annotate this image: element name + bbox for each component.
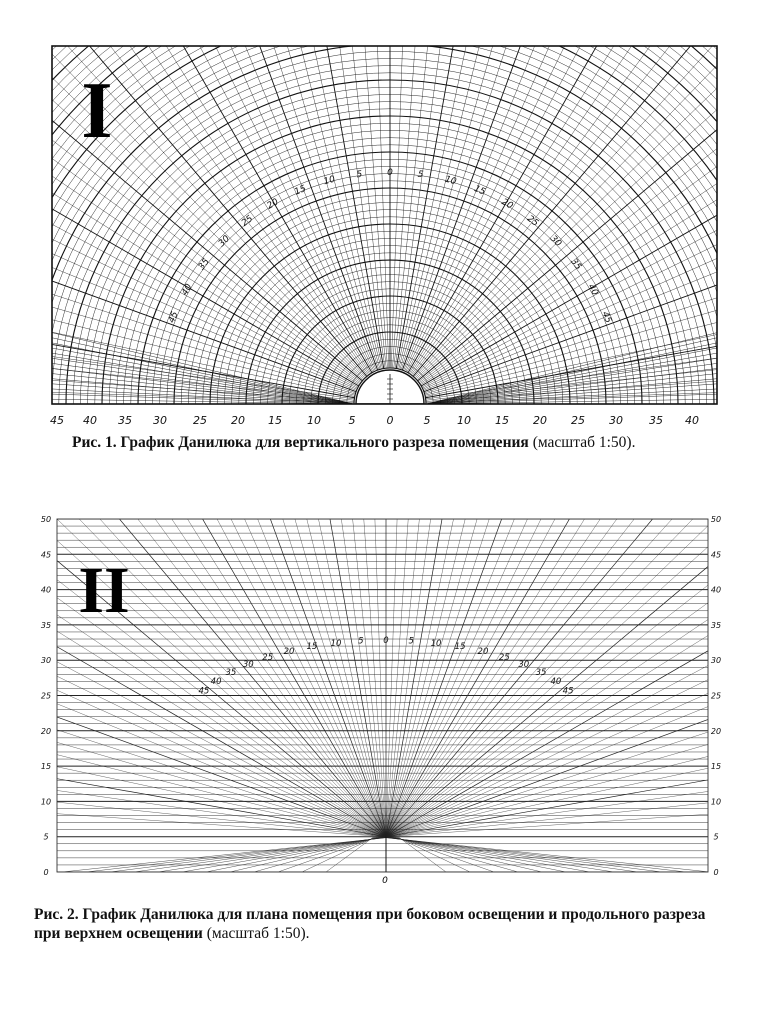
scale-tick-label: 20: [231, 414, 245, 427]
arc-angle-label: 10: [443, 174, 458, 188]
arc-angle-label: 5: [417, 169, 425, 181]
arc-angle-label: 40: [180, 282, 195, 298]
ray-angle-label: 40: [210, 676, 222, 687]
scale-tick-label: 40: [685, 414, 699, 427]
arc-angle-label: 30: [547, 233, 564, 250]
arc-angle-label: 15: [472, 184, 487, 198]
scale-tick-label: 35: [118, 414, 132, 427]
right-scale-label: 5: [713, 832, 719, 842]
right-scale-label: 40: [710, 585, 722, 595]
ray-angle-label: 40: [550, 676, 562, 687]
right-scale-label: 25: [710, 691, 722, 701]
arc-angle-label: 30: [216, 233, 233, 250]
left-scale-label: 0: [43, 868, 49, 877]
ray-angle-label: 15: [306, 642, 318, 653]
caption-scale: (масштаб 1:50).: [528, 434, 636, 451]
arc-angle-label: 45: [599, 310, 613, 325]
left-scale-label: 30: [40, 656, 52, 666]
scale-tick-label: 15: [268, 414, 282, 427]
caption-title: Рис. 1. График Данилюка для вертикального разреза помещения: [72, 434, 529, 451]
right-scale-label: 30: [710, 656, 722, 666]
left-scale-label: 15: [40, 762, 52, 772]
figure-1-caption: [72, 433, 752, 452]
bottom-zero-label: 0: [382, 876, 388, 886]
left-scale-label: 25: [40, 691, 52, 701]
scale-tick-label: 40: [83, 414, 97, 427]
right-scale-label: 0: [713, 868, 719, 877]
arc-angle-label: 35: [196, 256, 212, 273]
ray-angle-label: 5: [408, 636, 414, 647]
left-scale-label: 10: [40, 797, 52, 807]
ray-angle-label: 25: [262, 652, 274, 663]
bottom-scale: [50, 414, 699, 427]
ray-angle-label: 35: [535, 667, 547, 678]
arc-angle-label: 20: [499, 197, 515, 212]
danilyuk-graph-vertical-section: [0, 0, 768, 440]
scale-tick-label: 20: [533, 414, 547, 427]
ray-angle-label: 35: [225, 667, 237, 678]
ray-angle-label: 10: [330, 638, 342, 649]
left-scale-label: 45: [40, 550, 52, 560]
ray-angle-label: 45: [198, 686, 210, 697]
ray-angle-label: 10: [430, 638, 442, 649]
scale-tick-label: 25: [193, 414, 207, 427]
scale-tick-label: 15: [495, 414, 509, 427]
scale-tick-label: 35: [649, 414, 663, 427]
right-scale-label: 45: [710, 550, 722, 560]
right-scale-label: 50: [710, 515, 722, 524]
arc-angle-label: 10: [322, 174, 337, 188]
right-scale-label: 35: [710, 620, 722, 630]
scale-tick-label: 30: [609, 414, 623, 427]
left-scale-label: 20: [40, 726, 52, 736]
arc-angle-label: 25: [239, 213, 256, 229]
right-scale-label: 20: [710, 726, 722, 736]
scale-tick-label: 5: [348, 414, 356, 427]
ray-angle-label: 15: [454, 642, 466, 653]
left-scale-label: 50: [40, 515, 52, 524]
roman-numeral-label: II: [78, 554, 130, 627]
caption-scale: (масштаб 1:50).: [202, 925, 310, 942]
arc-angle-label: 20: [265, 197, 281, 212]
ray-angle-label: 20: [477, 646, 489, 657]
scale-tick-label: 30: [153, 414, 167, 427]
scale-tick-label: 25: [571, 414, 585, 427]
left-scale-label: 40: [40, 585, 52, 595]
right-scale-label: 10: [710, 797, 722, 807]
arc-angle-label: 5: [355, 169, 363, 181]
ray-angle-label: 0: [383, 636, 389, 646]
left-scale-label: 35: [40, 620, 52, 630]
polar-grid: [0, 0, 768, 404]
left-scale-label: 5: [43, 832, 49, 842]
caption-title: Рис. 2. График Данилюка для плана помещения при боковом освещении и продольного разреза при верхнем освещении: [34, 906, 706, 942]
right-scale-label: 15: [710, 762, 722, 772]
ray-angle-label: 45: [562, 686, 574, 697]
arc-angle-label: 15: [293, 184, 308, 198]
arc-angle-label: 40: [585, 282, 600, 298]
ray-angle-label: 5: [358, 636, 364, 647]
scale-tick-label: 10: [457, 414, 471, 427]
arc-angle-label: 35: [568, 256, 584, 273]
figure-2-caption: [34, 905, 734, 943]
roman-numeral-label: I: [81, 67, 113, 155]
arc-angle-label: 25: [524, 213, 541, 229]
danilyuk-graph-plan: [0, 500, 768, 900]
scale-tick-label: 10: [307, 414, 321, 427]
scale-tick-label: 0: [386, 414, 394, 427]
ray-angle-label: 30: [242, 659, 254, 670]
arc-angle-label: 45: [167, 310, 181, 325]
ray-angle-label: 30: [518, 659, 530, 670]
ray-angle-label: 20: [283, 646, 295, 657]
scale-tick-label: 5: [423, 414, 431, 427]
arc-angle-label: 0: [387, 168, 393, 178]
scale-tick-label: 45: [50, 414, 64, 427]
ray-angle-label: 25: [498, 652, 510, 663]
